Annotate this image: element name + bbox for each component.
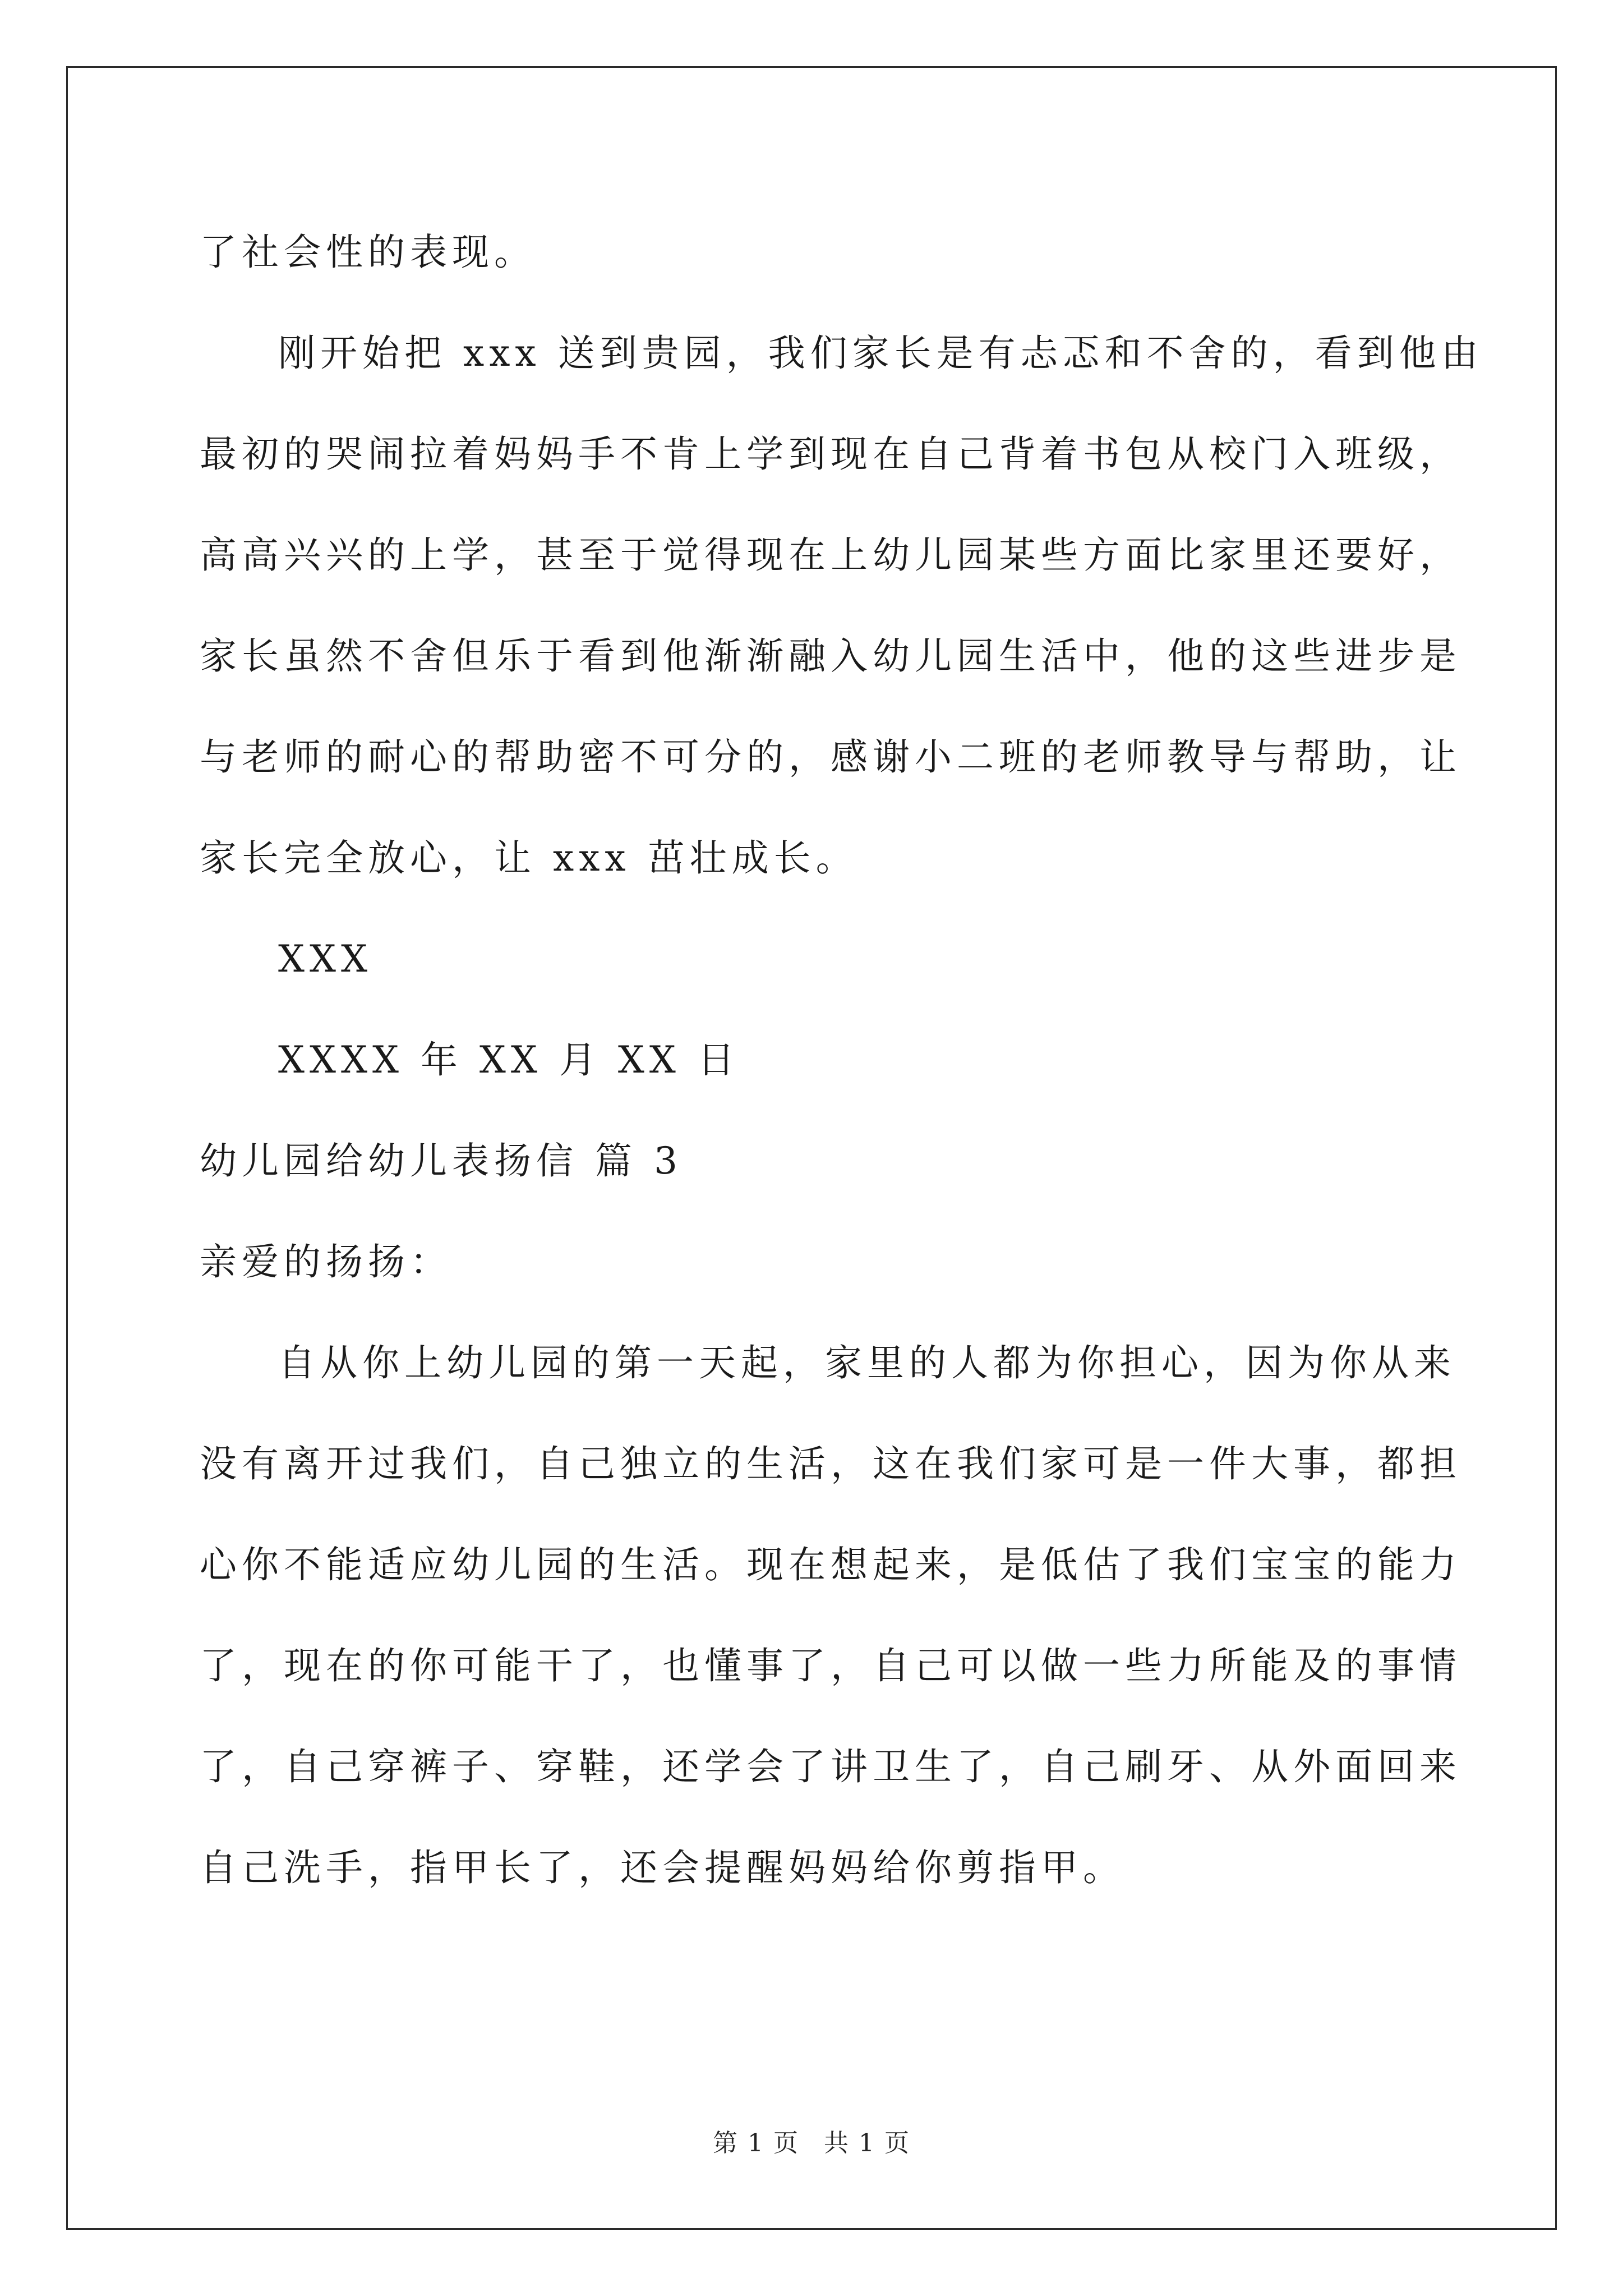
text-line: 没有离开过我们，自己独立的生活，这在我们家可是一件大事，都担 (200, 1442, 1461, 1485)
text-line: 自己洗手，指甲长了，还会提醒妈妈给你剪指甲。 (200, 1846, 1125, 1889)
text-line: 高高兴兴的上学，甚至于觉得现在上幼儿园某些方面比家里还要好， (200, 533, 1461, 577)
text-line: 家长完全放心，让 xxx 茁壮成长。 (200, 836, 858, 880)
document-body (200, 202, 1483, 1918)
text-line: 最初的哭闹拉着妈妈手不肯上学到现在自己背着书包从校门入班级， (200, 432, 1461, 476)
signature-name: XXX (278, 937, 372, 981)
text-line: 心你不能适应幼儿园的生活。现在想起来，是低估了我们宝宝的能力 (200, 1543, 1461, 1586)
text-line: 了，现在的你可能干了，也懂事了，自己可以做一些力所能及的事情 (200, 1644, 1461, 1687)
text-line: 了，自己穿裤子、穿鞋，还学会了讲卫生了，自己刷牙、从外面回来 (200, 1745, 1461, 1788)
page-number-current: 第 1 页 (713, 2129, 799, 2157)
text-line: 家长虽然不舍但乐于看到他渐渐融入幼儿园生活中，他的这些进步是 (200, 634, 1461, 678)
signature-date: XXXX 年 XX 月 XX 日 (278, 1038, 740, 1082)
salutation: 亲爱的扬扬： (200, 1240, 452, 1283)
text-line: 了社会性的表现。 (200, 231, 536, 274)
paragraph-start-line: 自从你上幼儿园的第一天起，家里的人都为你担心，因为你从来 (278, 1341, 1456, 1384)
section-heading: 幼儿园给幼儿表扬信 篇 3 (200, 1139, 683, 1182)
page-number-total: 共 1 页 (824, 2129, 910, 2157)
paragraph-start-line: 刚开始把 xxx 送到贵园，我们家长是有忐忑和不舍的，看到他由 (278, 332, 1483, 375)
page-footer (0, 2123, 1623, 2159)
text-line: 与老师的耐心的帮助密不可分的，感谢小二班的老师教导与帮助，让 (200, 735, 1461, 779)
